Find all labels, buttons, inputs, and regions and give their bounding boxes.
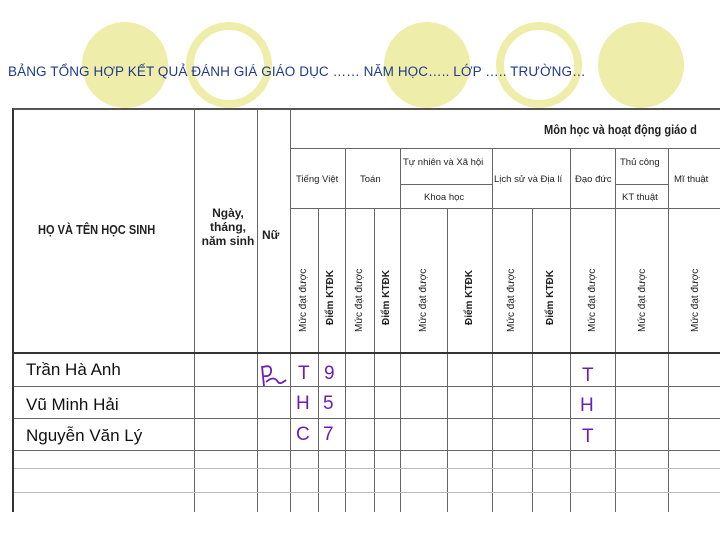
report-table	[12, 108, 720, 512]
subject-thu-cong: Thủ công	[620, 157, 660, 168]
dob-column-header: Ngày, tháng, năm sinh	[201, 206, 255, 248]
subject-mi-thuat: Mĩ thuật	[674, 174, 709, 185]
subcol-mt-muc: Mức đạt được	[690, 268, 701, 332]
subcol-kh-diem: Điểm KTĐK	[464, 269, 475, 325]
tv-score-cell: 7	[323, 424, 334, 445]
tv-level-cell: C	[296, 424, 310, 445]
tv-level-cell: H	[296, 393, 310, 414]
tv-score-cell: 9	[324, 363, 335, 384]
page-title: BẢNG TỔNG HỢP KẾT QUẢ ĐÁNH GIÁ GIÁO DỤC …… NĂM HỌC….. LỚP ….. TRƯỜNG…	[8, 64, 586, 79]
dao-duc-cell: H	[580, 395, 594, 416]
name-column-header: HỌ VÀ TÊN HỌC SINH	[38, 222, 156, 237]
subject-tn-xh: Tự nhiên và Xã hội	[403, 157, 484, 168]
subcol-dd-muc: Mức đạt được	[587, 268, 598, 332]
subcol-tv-muc: Mức đạt được	[298, 268, 309, 332]
tv-score-cell: 5	[323, 393, 334, 414]
dao-duc-cell: T	[582, 365, 594, 386]
subcol-kh-muc: Mức đạt được	[418, 268, 429, 332]
subcol-kt-muc: Mức đạt được	[637, 268, 648, 332]
signature-mark	[256, 362, 290, 390]
subcol-ls-diem: Điểm KTĐK	[545, 269, 556, 325]
student-name: Nguyễn Văn Lý	[26, 426, 143, 445]
subcol-toan-diem: Điểm KTĐK	[381, 269, 392, 325]
subcol-toan-muc: Mức đạt được	[354, 268, 365, 332]
subject-tieng-viet: Tiếng Việt	[296, 174, 339, 185]
subcol-tv-diem: Điểm KTĐK	[325, 269, 336, 325]
tv-level-cell: T	[298, 363, 310, 384]
dao-duc-cell: T	[582, 426, 594, 447]
subject-kt-thuat: KT thuật	[622, 192, 658, 203]
subject-khoa-hoc: Khoa học	[424, 192, 465, 203]
subcol-ls-muc: Mức đạt được	[506, 268, 517, 332]
subject-ls-dl: Lịch sử và Địa lí	[494, 174, 563, 185]
subject-dao-duc: Đạo đức	[575, 174, 612, 185]
subject-toan: Toán	[360, 174, 381, 185]
female-column-header: Nữ	[262, 228, 280, 242]
student-name: Vũ Minh Hải	[26, 395, 119, 414]
subjects-group-header: Môn học và hoạt động giáo d	[544, 122, 697, 137]
student-name: Trần Hà Anh	[26, 360, 121, 379]
